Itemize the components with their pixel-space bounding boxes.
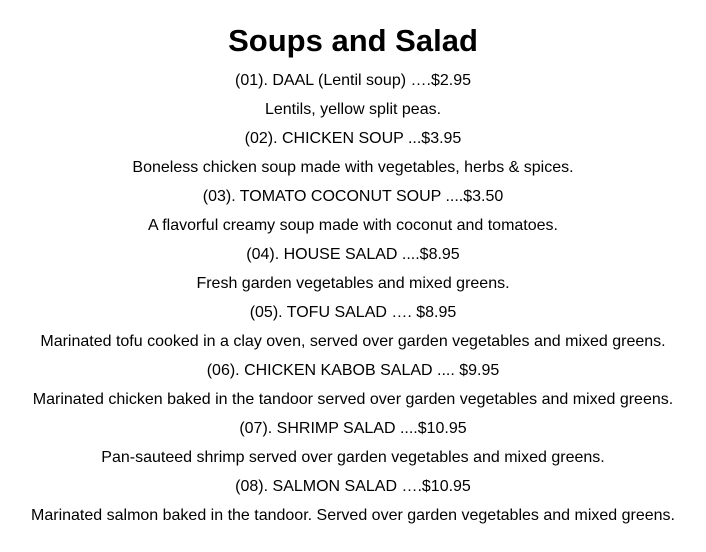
menu-item-2-name: (02). CHICKEN SOUP ...$3.95 [244, 130, 462, 147]
menu-item-4-description: Fresh garden vegetables and mixed greens. [196, 275, 510, 292]
menu-item-7-name: (07). SHRIMP SALAD ....$10.95 [239, 420, 467, 437]
menu-item-3-name: (03). TOMATO COCONUT SOUP ....$3.50 [202, 188, 504, 205]
menu-item-5-description: Marinated tofu cooked in a clay oven, served over garden vegetables and mixed greens. [40, 333, 666, 350]
menu-item-3-description: A flavorful creamy soup made with coconut and tomatoes. [148, 217, 558, 234]
menu-item-8-description: Marinated salmon baked in the tandoor. Served over garden vegetables and mixed greens. [31, 507, 675, 524]
menu-item-6-description: Marinated chicken baked in the tandoor served over garden vegetables and mixed greens. [32, 391, 674, 408]
menu-item-5-name: (05). TOFU SALAD …. $8.95 [249, 304, 457, 321]
menu-list [0, 66, 706, 530]
page-title: Soups and Salad [228, 23, 478, 58]
menu-item-7-description: Pan-sauteed shrimp served over garden vegetables and mixed greens. [101, 449, 605, 466]
menu-item-6-name: (06). CHICKEN KABOB SALAD .... $9.95 [206, 362, 500, 379]
menu-item-1-name: (01). DAAL (Lentil soup) ….$2.95 [235, 72, 471, 89]
menu-item-8-name: (08). SALMON SALAD ….$10.95 [235, 478, 471, 495]
menu-item-1-description: Lentils, yellow split peas. [264, 101, 442, 118]
menu-item-4-name: (04). HOUSE SALAD ....$8.95 [246, 246, 460, 263]
menu-item-2-description: Boneless chicken soup made with vegetables, herbs & spices. [132, 159, 574, 176]
